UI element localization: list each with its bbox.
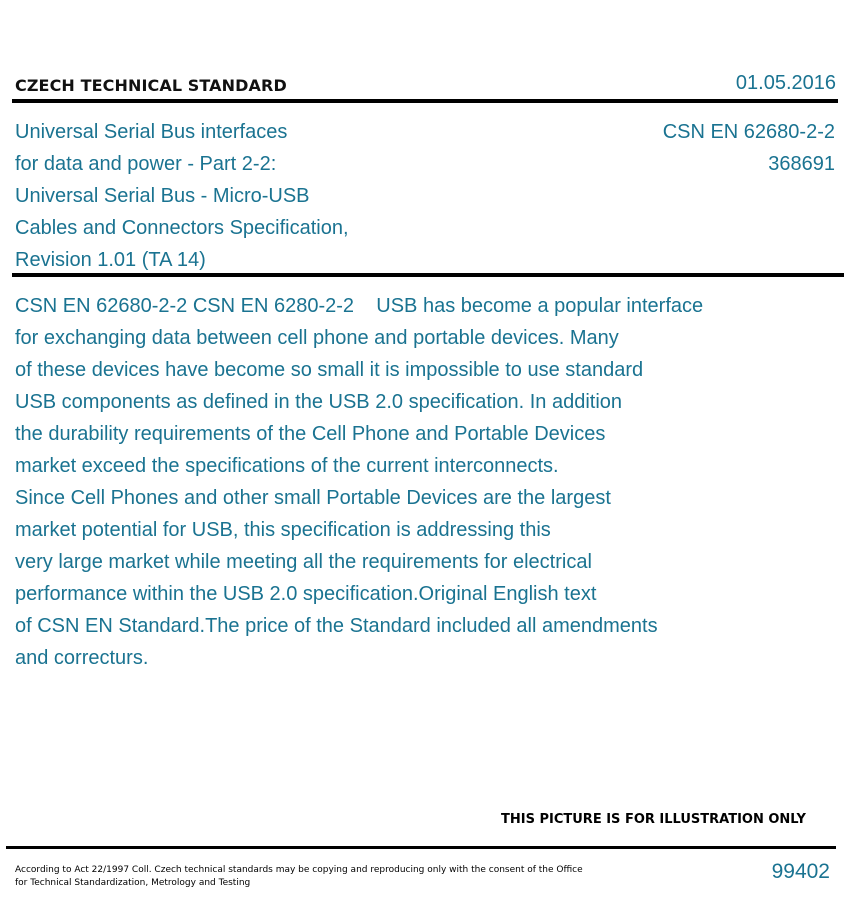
standard-title-line: Universal Serial Bus interfaces — [15, 121, 288, 143]
abstract-line: Since Cell Phones and other small Portable Devices are the largest — [15, 487, 611, 509]
abstract-line: market potential for USB, this specification is addressing this — [15, 519, 551, 541]
standard-title-line: for data and power - Part 2-2: — [15, 153, 277, 175]
abstract-line: very large market while meeting all the requirements for electrical — [15, 551, 592, 573]
illustration-disclaimer: THIS PICTURE IS FOR ILLUSTRATION ONLY — [501, 812, 806, 827]
standard-title — [15, 116, 349, 276]
abstract-line: of CSN EN Standard.The price of the Standard included all amendments — [15, 615, 658, 637]
standard-identifiers — [663, 116, 835, 180]
abstract-line: performance within the USB 2.0 specification.Original English text — [15, 583, 597, 605]
abstract-line: and correcturs. — [15, 647, 149, 669]
standard-title-line: Universal Serial Bus - Micro-USB — [15, 185, 310, 207]
header-divider — [12, 99, 838, 103]
abstract-line: the durability requirements of the Cell Phone and Portable Devices — [15, 423, 606, 445]
legal-notice — [15, 864, 615, 890]
standard-title-line: Revision 1.01 (TA 14) — [15, 249, 206, 271]
legal-notice-line: for Technical Standardization, Metrology and Testing — [15, 878, 251, 888]
abstract-line: for exchanging data between cell phone and portable devices. Many — [15, 327, 619, 349]
abstract-line: USB components as defined in the USB 2.0 specification. In addition — [15, 391, 623, 413]
abstract-line: CSN EN 62680-2-2 CSN EN 6280-2-2 USB has become a popular interface — [15, 295, 704, 317]
legal-notice-line: According to Act 22/1997 Coll. Czech technical standards may be copying and reproducing only with the consent of the Office — [15, 865, 583, 875]
abstract-line: market exceed the specifications of the current interconnects. — [15, 455, 559, 477]
document-type-heading: CZECH TECHNICAL STANDARD — [15, 76, 287, 95]
abstract-text — [15, 290, 703, 674]
publication-date: 01.05.2016 — [735, 72, 836, 94]
catalog-number: 368691 — [768, 153, 835, 175]
title-divider — [12, 273, 844, 277]
standard-code: CSN EN 62680-2-2 — [662, 121, 835, 143]
footer-divider — [6, 846, 836, 849]
standard-title-line: Cables and Connectors Specification, — [15, 217, 349, 239]
document-number: 99402 — [771, 860, 830, 883]
abstract-line: of these devices have become so small it is impossible to use standard — [15, 359, 644, 381]
